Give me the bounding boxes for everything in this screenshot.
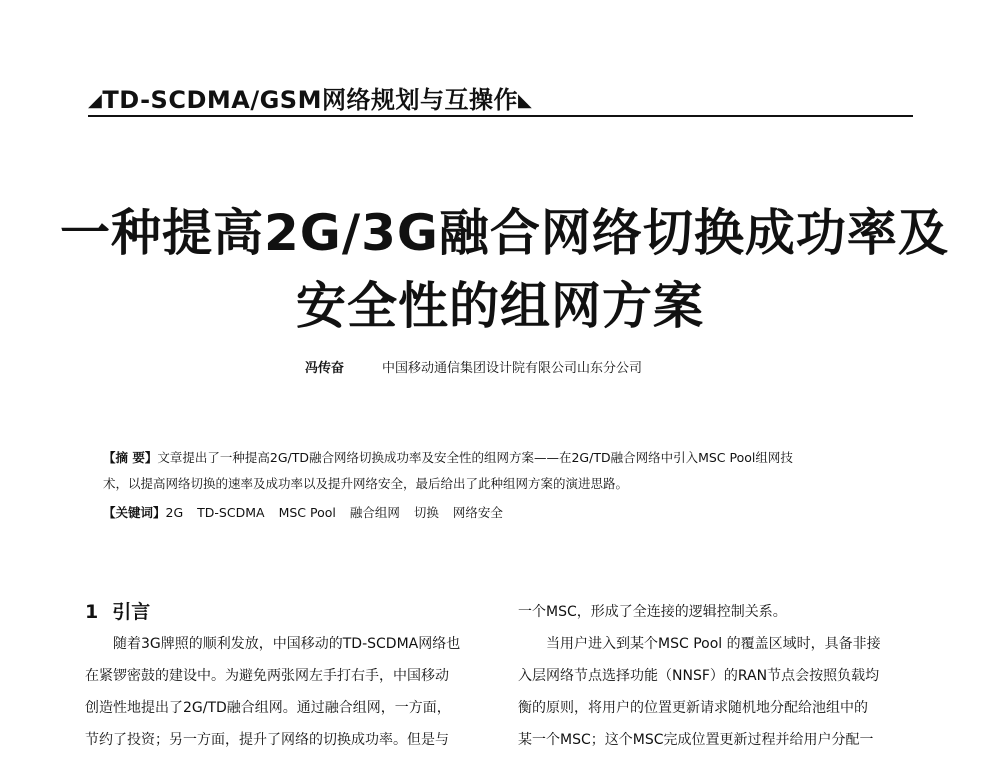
keyword: MSC Pool [278,505,336,520]
author-affiliation: 中国移动通信集团设计院有限公司山东分公司 [382,361,643,376]
keyword: TD-SCDMA [197,505,265,520]
body-line: 衡的原则，将用户的位置更新请求随机地分配给池组中的 [518,700,868,716]
article-title-line2: 安全性的组网方案 [296,277,704,335]
body-line: 一个MSC，形成了全连接的逻辑控制关系。 [518,604,787,620]
left-triangle-mark: ◢ [88,90,103,111]
abstract-line1 [103,445,918,471]
keywords-label: 【关键词】 [103,505,166,520]
body-line: 在紧锣密鼓的建设中。为避免两张网左手打右手，中国移动 [85,668,449,684]
body-line: 某一个MSC；这个MSC完成位置更新过程并给用户分配一 [518,732,874,748]
journal-section-header [88,80,532,115]
section-number: 1 [85,601,99,623]
keywords-line [103,500,918,526]
section-header-text: TD-SCDMA/GSM网络规划与互操作 [102,86,518,114]
author-name: 冯传奋 [305,361,345,376]
body-line: 当用户进入到某个MSC Pool 的覆盖区域时，具备非接 [546,636,881,652]
body-line: 创造性地提出了2G/TD融合组网。通过融合组网，一方面， [85,700,451,716]
body-line: 入层网络节点选择功能（NNSF）的RAN节点会按照负载均 [518,668,880,684]
section-heading [85,596,495,628]
keyword: 切换 [413,505,439,520]
article-title-line1: 一种提高2G/3G融合网络切换成功率及 [60,204,949,262]
keyword: 2G [165,505,184,520]
abstract-line2 [103,471,918,497]
abstract-label: 【摘 要】 [103,450,158,465]
section-title: 引言 [112,601,151,623]
right-column [518,596,928,756]
abstract-text-1: 文章提出了一种提高2G/TD融合网络切换成功率及安全性的组网方案——在2G/TD融合网络中引入MSC Pool组网技 [157,450,793,465]
left-column [85,596,495,756]
keyword: 网络安全 [452,505,503,520]
right-triangle-mark: ◣ [517,90,533,111]
keyword: 融合组网 [349,505,400,520]
header-rule [88,115,913,117]
body-line: 随着3G牌照的顺利发放，中国移动的TD-SCDMA网络也 [113,636,461,652]
abstract-text-2: 术，以提高网络切换的速率及成功率以及提升网络安全，最后给出了此种组网方案的演进思路。 [103,476,629,491]
body-line: 节约了投资；另一方面，提升了网络的切换成功率。但是与 [85,732,449,748]
author-line [305,357,642,376]
